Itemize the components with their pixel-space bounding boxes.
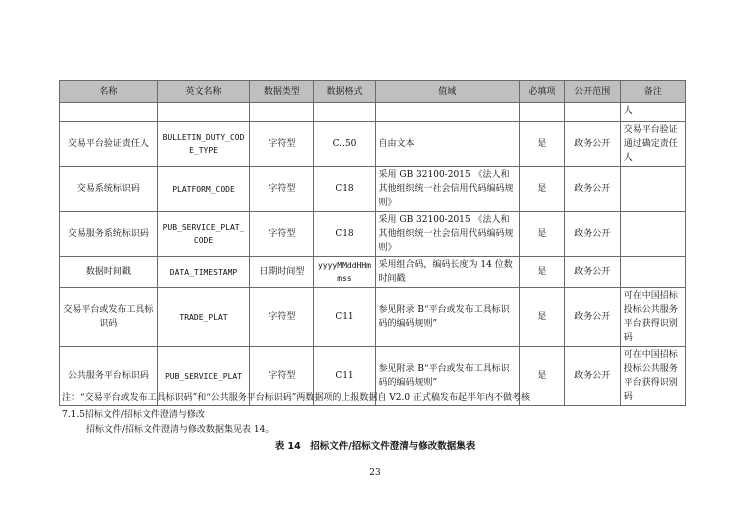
table-row (60, 103, 686, 122)
cell-remarks (620, 167, 685, 212)
cell-required (520, 103, 565, 122)
table-row (60, 122, 686, 167)
cell-data-format (314, 103, 375, 122)
cell-data-format: C11 (314, 288, 375, 347)
cell-value-range: 自由文本 (375, 122, 520, 167)
cell-value-range: 参见附录 B“平台或发布工具标识码的编码规则” (375, 347, 520, 406)
cell-english-name: DATA_TIMESTAMP (157, 257, 250, 288)
col-header-remarks: 备注 (620, 81, 685, 103)
cell-remarks: 交易平台验证通过确定责任人 (620, 122, 685, 167)
cell-name: 交易服务系统标识码 (60, 212, 158, 257)
cell-disclosure: 政务公开 (564, 257, 620, 288)
cell-data-type: 字符型 (250, 122, 314, 167)
col-header-data-format: 数据格式 (314, 81, 375, 103)
section-heading: 7.1.5招标文件/招标文件澄清与修改 (62, 410, 205, 420)
cell-name: 交易平台或发布工具标识码 (60, 288, 158, 347)
cell-remarks: 可在中国招标投标公共服务平台获得识别码 (620, 347, 685, 406)
table-row (60, 212, 686, 257)
cell-remarks: 人 (620, 103, 685, 122)
cell-disclosure: 政务公开 (564, 122, 620, 167)
cell-name: 数据时间戳 (60, 257, 158, 288)
cell-english-name: TRADE_PLAT (157, 288, 250, 347)
cell-disclosure: 政务公开 (564, 212, 620, 257)
table-row (60, 288, 686, 347)
col-header-disclosure: 公开范围 (564, 81, 620, 103)
cell-value-range: 采用组合码，编码长度为 14 位数时间戳 (375, 257, 520, 288)
cell-data-type: 字符型 (250, 167, 314, 212)
table-row (60, 257, 686, 288)
table-caption: 表 14 招标文件/招标文件澄清与修改数据集表 (274, 441, 476, 452)
col-header-required: 必填项 (520, 81, 565, 103)
cell-data-format: yyyyMMddHHmmss (314, 257, 375, 288)
table-row (60, 167, 686, 212)
cell-value-range: 采用 GB 32100-2015 《法人和其他组织统一社会信用代码编码规则》 (375, 167, 520, 212)
cell-data-type: 字符型 (250, 347, 314, 406)
cell-disclosure: 政务公开 (564, 167, 620, 212)
table-note: 注：“交易平台或发布工具标识码”和“公共服务平台标识码”两数据项的上报数据自 V2.0 正式稿发布起半年内不做考核 (62, 393, 530, 403)
col-header-english-name: 英文名称 (157, 81, 250, 103)
col-header-data-type: 数据类型 (250, 81, 314, 103)
body-paragraph: 招标文件/招标文件澄清与修改数据集见表 14。 (86, 425, 275, 435)
cell-english-name: PUB_SERVICE_PLAT_CODE (157, 212, 250, 257)
cell-remarks (620, 257, 685, 288)
cell-english-name (157, 103, 250, 122)
cell-data-type: 字符型 (250, 212, 314, 257)
cell-disclosure: 政务公开 (564, 347, 620, 406)
cell-data-type: 日期时间型 (250, 257, 314, 288)
col-header-value-range: 值域 (375, 81, 520, 103)
cell-required: 是 (520, 257, 565, 288)
cell-data-format: C18 (314, 212, 375, 257)
cell-name: 公共服务平台标识码 (60, 347, 158, 406)
cell-required: 是 (520, 122, 565, 167)
cell-required: 是 (520, 212, 565, 257)
cell-name (60, 103, 158, 122)
data-spec-table (59, 80, 686, 406)
cell-value-range (375, 103, 520, 122)
cell-data-format: C11 (314, 347, 375, 406)
cell-required: 是 (520, 347, 565, 406)
cell-required: 是 (520, 167, 565, 212)
col-header-name: 名称 (60, 81, 158, 103)
cell-english-name: PLATFORM_CODE (157, 167, 250, 212)
cell-data-format: C18 (314, 167, 375, 212)
cell-value-range: 采用 GB 32100-2015 《法人和其他组织统一社会信用代码编码规则》 (375, 212, 520, 257)
cell-data-type (250, 103, 314, 122)
cell-english-name: BULLETIN_DUTY_CODE_TYPE (157, 122, 250, 167)
cell-name: 交易系统标识码 (60, 167, 158, 212)
page-number: 23 (369, 468, 381, 478)
cell-required: 是 (520, 288, 565, 347)
table-header-row (60, 81, 686, 103)
cell-remarks (620, 212, 685, 257)
cell-remarks: 可在中国招标投标公共服务平台获得识别码 (620, 288, 685, 347)
cell-disclosure (564, 103, 620, 122)
cell-value-range: 参见附录 B“平台或发布工具标识码的编码规则” (375, 288, 520, 347)
cell-data-format: C..50 (314, 122, 375, 167)
cell-name: 交易平台验证责任人 (60, 122, 158, 167)
cell-disclosure: 政务公开 (564, 288, 620, 347)
cell-data-type: 字符型 (250, 288, 314, 347)
cell-english-name: PUB_SERVICE_PLAT (157, 347, 250, 406)
